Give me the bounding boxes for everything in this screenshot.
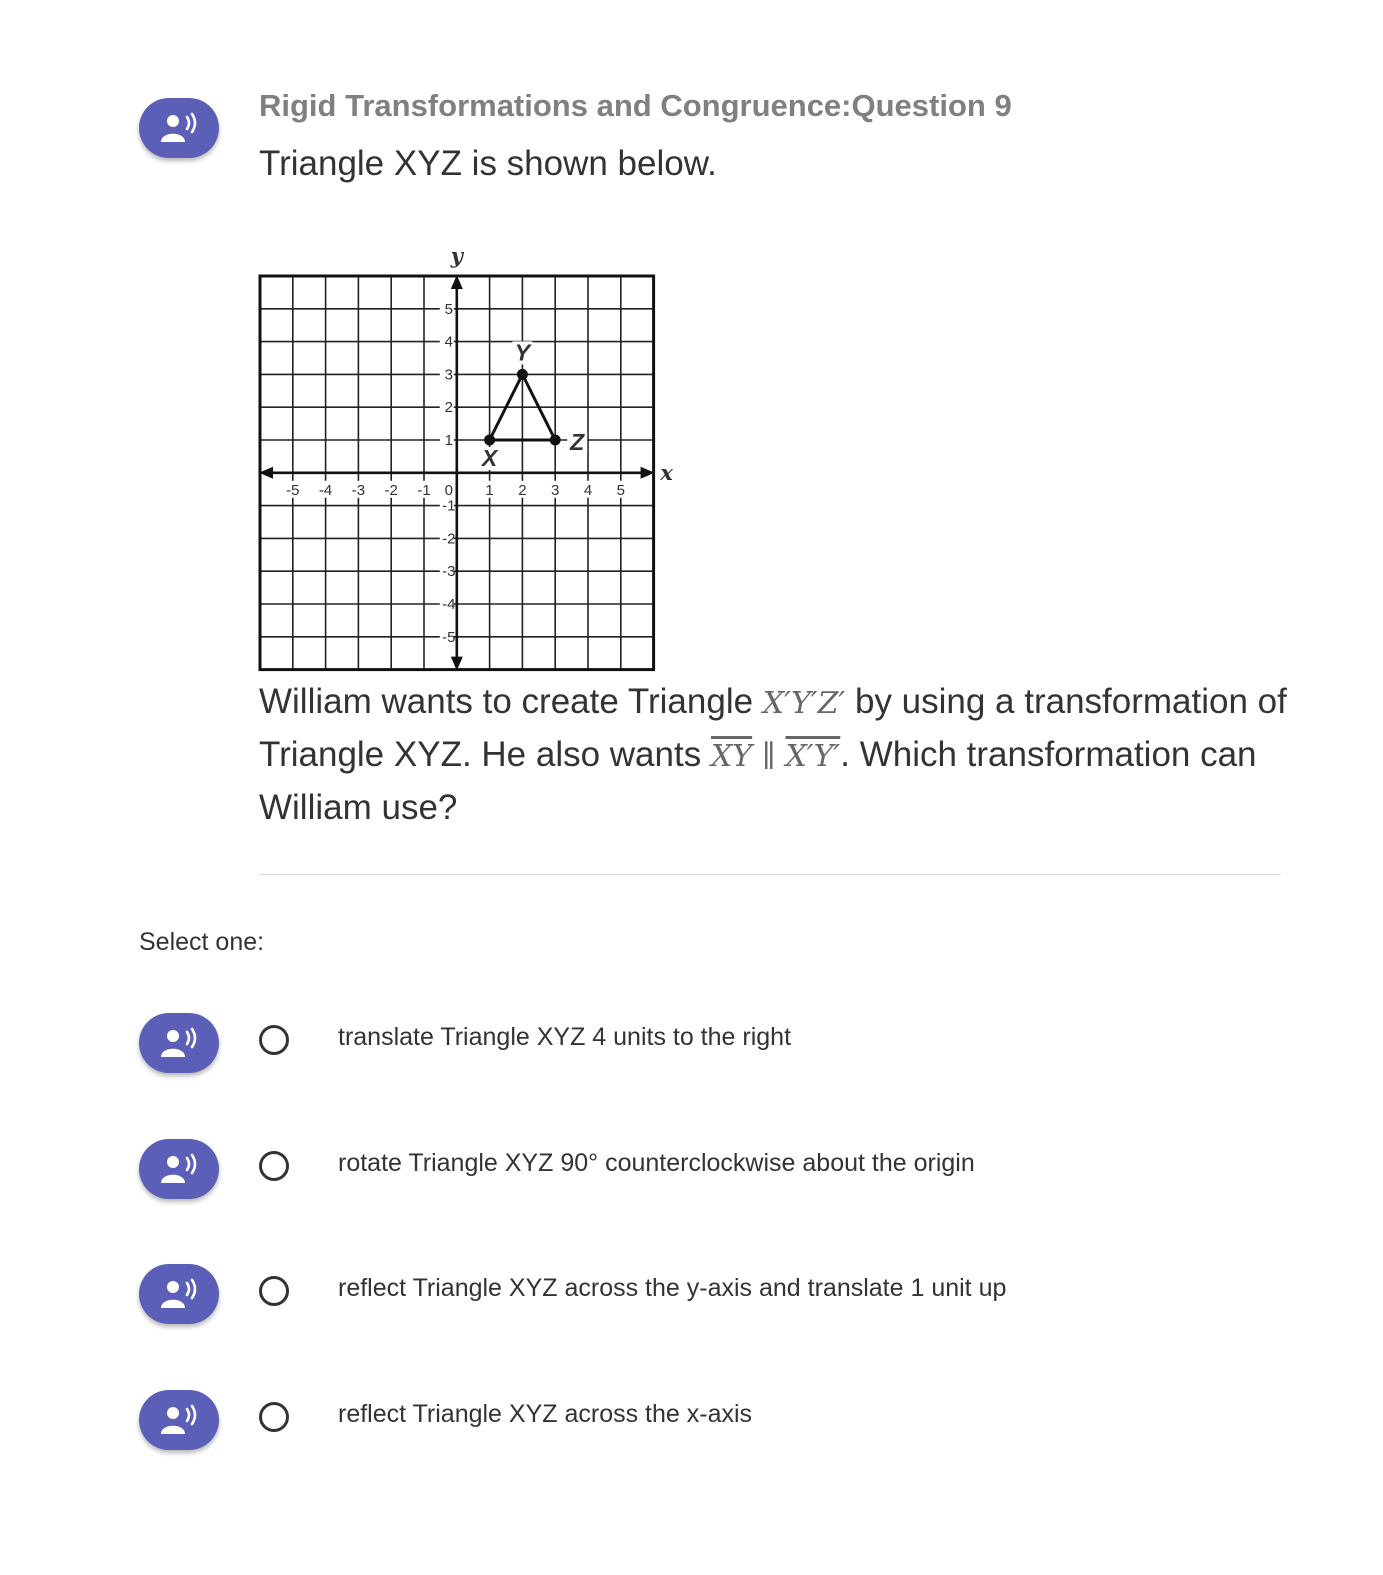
text-to-speech-icon [159,1278,199,1310]
y-tick-label: 1 [444,432,453,449]
segment-xy-notation: $\overline{XY}$ [710,739,753,774]
coordinate-graph [255,240,695,680]
option-label[interactable]: reflect Triangle XYZ across the x-axis [338,1400,753,1428]
radio-button-icon[interactable] [259,1402,289,1432]
text-to-speech-icon [159,1404,199,1436]
x-tick-label: -2 [384,481,398,499]
x-tick-label: -5 [286,481,300,499]
question-read-aloud-button[interactable] [139,98,219,158]
y-tick-label: 4 [444,333,453,351]
x-axis-label: x [660,459,673,485]
divider [259,874,1281,875]
y-tick-label: 5 [444,300,453,318]
y-tick-label: 3 [444,366,453,384]
y-tick-label: -5 [442,628,456,646]
x-tick-label: -3 [351,481,366,499]
option-label[interactable]: rotate Triangle XYZ 90° counterclockwise about the origin [338,1149,975,1177]
radio-button-icon[interactable] [259,1025,289,1055]
vertex-point [550,435,561,446]
option-read-aloud-button[interactable] [139,1139,219,1199]
question-body [259,676,1289,833]
x-tick-label: 5 [616,481,625,499]
y-tick-label: -2 [442,530,456,548]
vertex-label: Z [570,429,585,455]
y-tick-label: 2 [444,399,453,417]
question-intro: Triangle XYZ is shown below. [259,144,717,183]
radio-button-icon[interactable] [259,1151,289,1181]
x-tick-label: 2 [518,481,527,499]
option-label[interactable]: reflect Triangle XYZ across the y-axis and translate 1 unit up [338,1274,1007,1302]
vertex-point [484,435,495,446]
answer-option [0,1390,1383,1450]
question-body-text-1: William wants to create Triangle [259,682,763,721]
x-tick-label: 3 [551,481,560,499]
option-read-aloud-button[interactable] [139,1390,219,1450]
vertex-label: Y [514,339,531,366]
vertex-label: X [481,445,498,471]
x-tick-label: 1 [485,481,494,499]
y-axis-label: y [450,243,463,268]
answer-option [0,1264,1383,1324]
answer-option [0,1139,1383,1199]
radio-button-icon[interactable] [259,1276,289,1306]
question-body-text-3: . Which transformation can William use? [259,735,1257,827]
y-tick-label: -4 [442,596,456,613]
y-tick-label: -1 [442,497,456,515]
triangle-prime-notation: X′Y′Z′ [762,686,846,721]
option-read-aloud-button[interactable] [139,1013,219,1073]
question-body-text-2: by using a transformation of Triangle XYZ. He also wants [259,682,1287,774]
option-label[interactable]: translate Triangle XYZ 4 units to the right [338,1023,792,1051]
x-tick-label: 4 [583,481,593,499]
select-one-label: Select one: [139,928,265,956]
text-to-speech-icon [159,112,199,144]
vertex-point [517,369,528,380]
y-tick-label: -3 [442,563,456,581]
text-to-speech-icon [159,1153,199,1185]
x-tick-label: -4 [318,481,333,499]
question-title: Rigid Transformations and Congruence:Question 9 [259,88,1012,123]
parallel-symbol: ∥ [761,739,776,774]
option-read-aloud-button[interactable] [139,1264,219,1324]
segment-xy-prime-notation: X′Y′ [785,739,841,774]
text-to-speech-icon [159,1027,199,1059]
origin-label: 0 [444,481,453,499]
answer-option [0,1013,1383,1073]
x-tick-label: -1 [417,481,431,499]
